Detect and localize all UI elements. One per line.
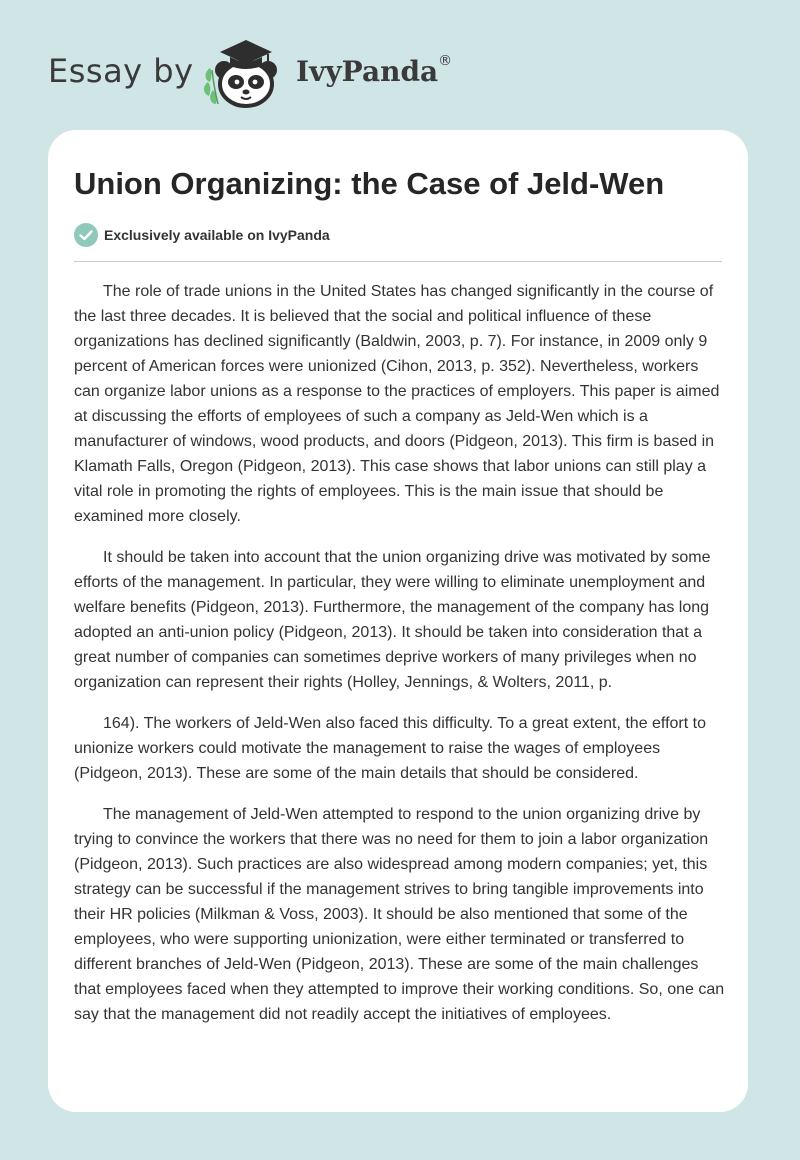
exclusive-badge (74, 222, 330, 248)
site-header (0, 0, 800, 130)
paragraph: It should be taken into account that the union organizing drive was motivated by some efforts of the management. In particular, they were willing to eliminate unemployment and welfare benefits (Pidgeon, 2013). Furthermore, the management of the company has long adopted an anti-union policy (Pidgeon, 2013). It should be taken into consideration that a great number of companies can sometimes deprive workers of many privileges when no organization can represent their rights (Holley, Jennings, & Wolters, 2011, p. (74, 549, 711, 691)
paragraph: The role of trade unions in the United States has changed significantly in the course of the last three decades. It is believed that the social and political influence of these organizations has declined significantly (Baldwin, 2003, p. 7). For instance, in 2009 only 9 percent of American forces were unionized (Cihon, 2013, p. 352). Nevertheless, workers can organize labor unions as a response to the practices of employers. This paper is aimed at discussing the efforts of employees of such a company as Jeld-Wen which is a manufacturer of windows, wood products, and doors (Pidgeon, 2013). This firm is based in Klamath Falls, Oregon (Pidgeon, 2013). This case shows that labor unions can still play a vital role in promoting the rights of employees. This is the main issue that should be examined more closely. (74, 283, 720, 525)
registered-mark: ® (438, 53, 453, 69)
essay-card (48, 130, 748, 1112)
title-divider (74, 261, 722, 262)
paragraph: 164). The workers of Jeld-Wen also faced this difficulty. To a great extent, the effort to unionize workers could motivate the management to raise the wages of employees (Pidgeon, 2013). These are some of the main details that should be considered. (74, 715, 706, 782)
badge-label: Exclusively available on IvyPanda (104, 227, 330, 243)
check-circle-icon (74, 223, 98, 247)
essay-by-label: Essay by (48, 52, 194, 90)
essay-body (74, 279, 726, 1043)
panda-logo-icon[interactable] (200, 30, 292, 110)
page-title: Union Organizing: the Case of Jeld-Wen (74, 166, 665, 201)
brand-name[interactable]: IvyPanda® (296, 53, 453, 88)
paragraph: The management of Jeld-Wen attempted to respond to the union organizing drive by trying to convince the workers that there was no need for them to join a labor organization (Pidgeon, 2013). Such practices are also widespread among modern companies; yet, this strategy can be successful if the management strives to bring tangible improvements into their HR policies (Milkman & Voss, 2003). It should be also mentioned that some of the employees, who were supporting unionization, were either terminated or transferred to different branches of Jeld-Wen (Pidgeon, 2013). These are some of the main challenges that employees faced when they attempted to improve their working conditions. So, one can say that the management did not readily accept the initiatives of employees. (74, 806, 725, 1023)
